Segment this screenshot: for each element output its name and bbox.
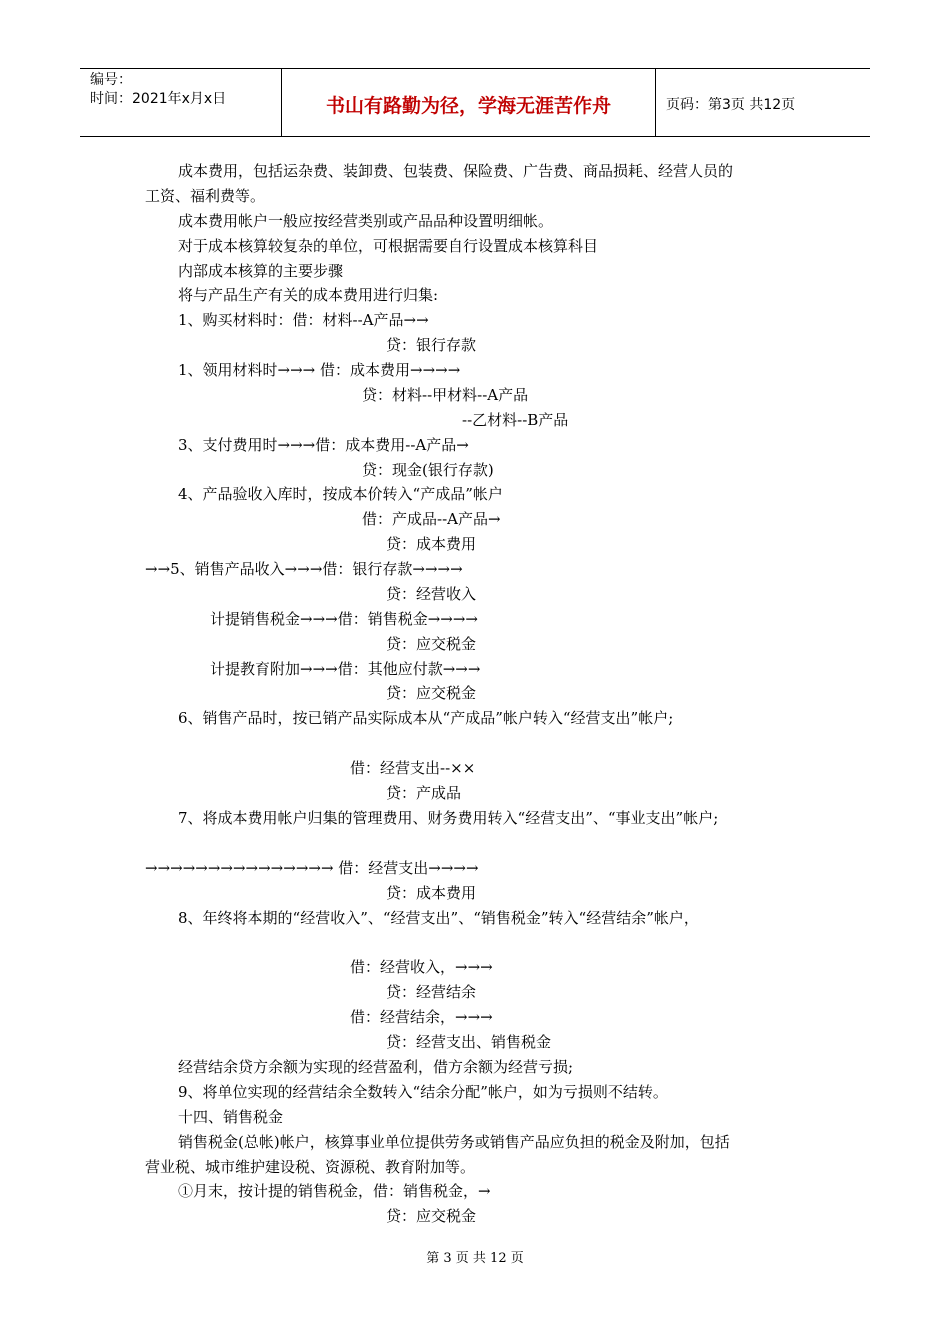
body-line: 计提销售税金→→→借：销售税金→→→→ (210, 610, 478, 628)
body-line: 贷：应交税金 (386, 1207, 477, 1225)
body-line: 营业税、城市维护建设税、资源税、教育附加等。 (145, 1158, 476, 1176)
body-line: 成本费用，包括运杂费、装卸费、包装费、保险费、广告费、商品损耗、经营人员的 (178, 162, 734, 180)
body-line: 9、将单位实现的经营结余全数转入“结余分配”帐户，如为亏损则不结转。 (178, 1083, 668, 1101)
header-motto: 书山有路勤为径，学海无涯苦作舟 (282, 69, 656, 136)
body-line: 贷：银行存款 (386, 336, 477, 354)
body-line: 十四、销售税金 (178, 1108, 284, 1126)
body-line: 7、将成本费用帐户归集的管理费用、财务费用转入“经营支出”、“事业支出”帐户; (178, 809, 719, 827)
body-line: 销售税金(总帐)帐户，核算事业单位提供劳务或销售产品应负担的税金及附加，包括 (178, 1133, 730, 1151)
body-line: 借：经营结余，→→→ (350, 1008, 493, 1026)
body-line: 1、购买材料时：借：材料--A产品→→ (178, 311, 429, 329)
body-line: 将与产品生产有关的成本费用进行归集: (178, 286, 439, 304)
body-line: 借：产成品--A产品→ (362, 510, 501, 528)
body-line: →→→→→→→→→→→→→→→ 借：经营支出→→→→ (145, 859, 479, 877)
page-footer: 第 3 页 共 12 页 (426, 1251, 524, 1266)
body-line: ①月末，按计提的销售税金，借：销售税金，→ (178, 1182, 491, 1200)
body-line: --乙材料--B产品 (462, 411, 569, 429)
body-line: 成本费用帐户一般应按经营类别或产品品种设置明细帐。 (178, 212, 554, 230)
body-line: 8、年终将本期的“经营收入”、“经营支出”、“销售税金”转入“经营结余”帐户， (178, 909, 699, 927)
body-line: 工资、福利费等。 (145, 187, 266, 205)
body-line: 借：经营支出--×× (350, 759, 476, 777)
body-line: 对于成本核算较复杂的单位，可根据需要自行设置成本核算科目 (178, 237, 599, 255)
body-line: 6、销售产品时，按已销产品实际成本从“产成品”帐户转入“经营支出”帐户; (178, 709, 674, 727)
body-line: 内部成本核算的主要步骤 (178, 262, 344, 280)
body-line: 1、领用材料时→→→ 借：成本费用→→→→ (178, 361, 461, 379)
body-line: 贷：产成品 (386, 784, 462, 802)
header-page-info: 页码：第3页 共12页 (666, 96, 796, 113)
body-line: 贷：成本费用 (386, 884, 477, 902)
body-line: 贷：现金(银行存款) (362, 461, 494, 479)
body-line: 经营结余贷方余额为实现的经营盈利，借方余额为经营亏损; (178, 1058, 574, 1076)
body-line: 贷：成本费用 (386, 535, 477, 553)
body-line: →→5、销售产品收入→→→借：银行存款→→→→ (145, 560, 463, 578)
body-line: 4、产品验收入库时，按成本价转入“产成品”帐户 (178, 485, 503, 503)
body-line: 贷：应交税金 (386, 635, 477, 653)
body-line: 借：经营收入，→→→ (350, 958, 493, 976)
header-meta (80, 69, 282, 136)
page-header (80, 68, 870, 137)
body-line: 贷：经营结余 (386, 983, 477, 1001)
body-line: 计提教育附加→→→借：其他应付款→→→ (210, 660, 481, 678)
body-line: 3、支付费用时→→→借：成本费用--A产品→ (178, 436, 469, 454)
body-line: 贷：材料--甲材料--A产品 (362, 386, 529, 404)
time-label: 时间：2021年x月x日 (90, 91, 227, 107)
body-line: 贷：经营支出、销售税金 (386, 1033, 552, 1051)
body-line: 贷：经营收入 (386, 585, 477, 603)
body-line: 贷：应交税金 (386, 684, 477, 702)
serial-label: 编号： (90, 72, 132, 88)
